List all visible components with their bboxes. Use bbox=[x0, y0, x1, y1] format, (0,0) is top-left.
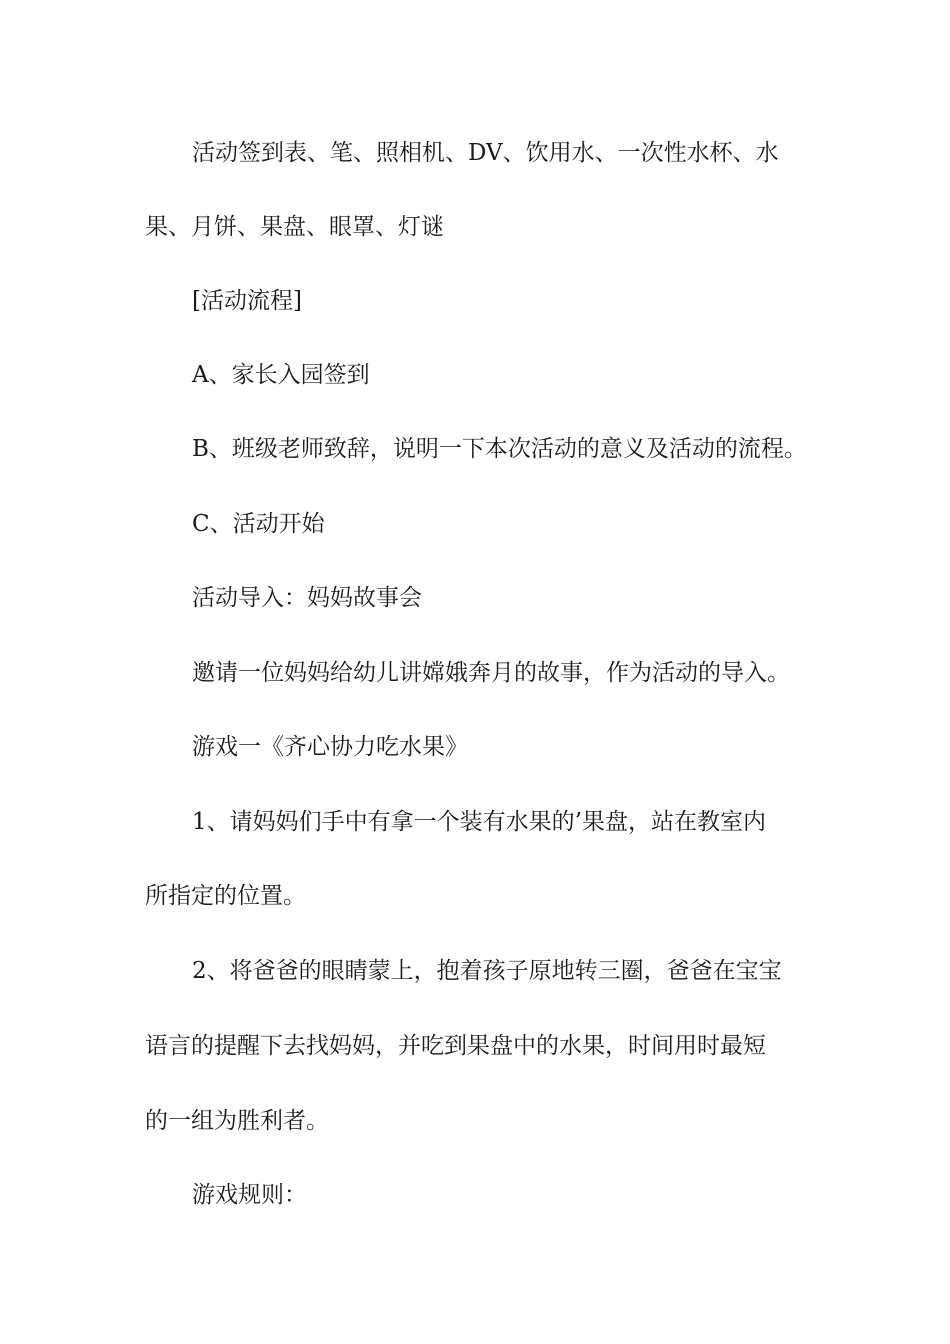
step-c: C、活动开始 bbox=[192, 511, 325, 537]
step-b: B、班级老师致辞，说明一下本次活动的意义及活动的流程。 bbox=[192, 436, 807, 462]
paragraph-materials-line-1: 活动签到表、笔、照相机、DV、饮用水、一次性水杯、水 bbox=[192, 140, 779, 166]
step-a: A、家长入园签到 bbox=[192, 362, 370, 388]
game-one-heading: 游戏一《齐心协力吃水果》 bbox=[192, 734, 468, 760]
game-one-step-2-line-1: 2、将爸爸的眼睛蒙上，抱着孩子原地转三圈，爸爸在宝宝 bbox=[192, 958, 782, 984]
activity-intro-heading: 活动导入：妈妈故事会 bbox=[192, 585, 422, 611]
section-heading-activity-flow: [活动流程] bbox=[192, 288, 302, 314]
game-one-step-1-line-1: 1、请妈妈们手中有拿一个装有水果的’果盘，站在教室内 bbox=[192, 809, 766, 835]
game-one-step-2-line-2: 语言的提醒下去找妈妈，并吃到果盘中的水果，时间用时最短 bbox=[145, 1033, 766, 1059]
activity-intro-text: 邀请一位妈妈给幼儿讲嫦娥奔月的故事，作为活动的导入。 bbox=[192, 660, 790, 686]
game-one-step-2-line-3: 的一组为胜利者。 bbox=[145, 1108, 329, 1134]
game-rules-heading: 游戏规则： bbox=[192, 1182, 307, 1208]
paragraph-materials-line-2: 果、月饼、果盘、眼罩、灯谜 bbox=[145, 214, 444, 240]
game-one-step-1-line-2: 所指定的位置。 bbox=[145, 883, 306, 909]
